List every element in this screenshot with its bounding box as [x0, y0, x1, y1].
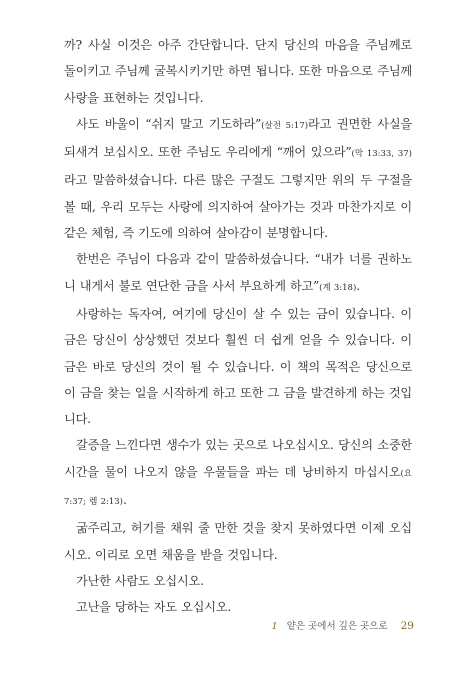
paragraph-text: 라고 말씀하셨습니다. 다른 많은 구절도 그렇지만 위의 두 구절을 볼 때, 우리 모두는 사랑에 의지하여 살아가는 것과 마찬가지로 이 같은 체험, 즉 기도에 의하여 살아감이 분명합니다. — [64, 173, 412, 241]
paragraph-text: 한번은 주님이 다음과 같이 말씀하셨습니다. “내가 너를 권하노니 내게서 불로 연단한 금을 사서 부요하게 하고” — [64, 252, 412, 293]
paragraph-text: 사랑하는 독자여, 여기에 당신이 살 수 있는 금이 있습니다. 이 금은 당신이 상상했던 것보다 훨씬 더 쉽게 얻을 수 있습니다. 이 금은 바로 당신의 것이 될 수 있습니다. 이 책의 목적은 당신으로 이 금을 찾는 일을 시작하게 하고 또한 그 금을 발견하게 하는 것입니다. — [64, 306, 412, 427]
paragraph-text: . — [122, 493, 127, 508]
paragraph — [64, 594, 412, 620]
chapter-number: 1 — [271, 621, 278, 632]
paragraph — [64, 246, 412, 301]
running-footer — [272, 618, 414, 632]
scripture-reference: (요 7:37; 렘 2:13) — [64, 468, 412, 508]
paragraph-text: 굶주리고, 허기를 채워 줄 만한 것을 찾지 못하였다면 이제 오십시오. 이리로 오면 채움을 받을 것입니다. — [64, 521, 412, 562]
paragraph-text: 고난을 당하는 자도 오십시오. — [76, 600, 232, 615]
paragraph — [64, 515, 412, 568]
body-text — [64, 32, 412, 621]
paragraph — [64, 32, 412, 111]
paragraph-text: 사도 바울이 “쉬지 말고 기도하라” — [76, 116, 262, 131]
paragraph-text: . — [356, 278, 360, 293]
paragraph-text: 갈증을 느낀다면 생수가 있는 곳으로 나오십시오. 당신의 소중한 시간을 물이 나오지 않을 우물들을 파는 데 낭비하지 마십시오 — [64, 438, 412, 479]
paragraph-text: 라고 권면한 사실을 되새겨 보십시오. 또한 주님도 우리에게 “깨어 있으라” — [64, 116, 412, 160]
scripture-reference: (살전 5:17) — [261, 120, 309, 131]
chapter-title: 얕은 곳에서 깊은 곳으로 — [286, 621, 388, 632]
paragraph — [64, 568, 412, 594]
scripture-reference: (계 3:18) — [319, 282, 357, 293]
page-number: 29 — [400, 620, 414, 632]
paragraph — [64, 432, 412, 515]
scripture-reference: (막 13:33, 37) — [351, 149, 412, 160]
paragraph-text: 가난한 사람도 오십시오. — [76, 573, 204, 588]
paragraph-text: 까? 사실 이것은 아주 간단합니다. 단지 당신의 마음을 주님께로 돌이키고 주님께 굴복시키기만 하면 됩니다. 또한 마음으로 주님께 사랑을 표현하는 것입니다. — [64, 38, 412, 105]
paragraph — [64, 301, 412, 432]
paragraph — [64, 111, 412, 246]
